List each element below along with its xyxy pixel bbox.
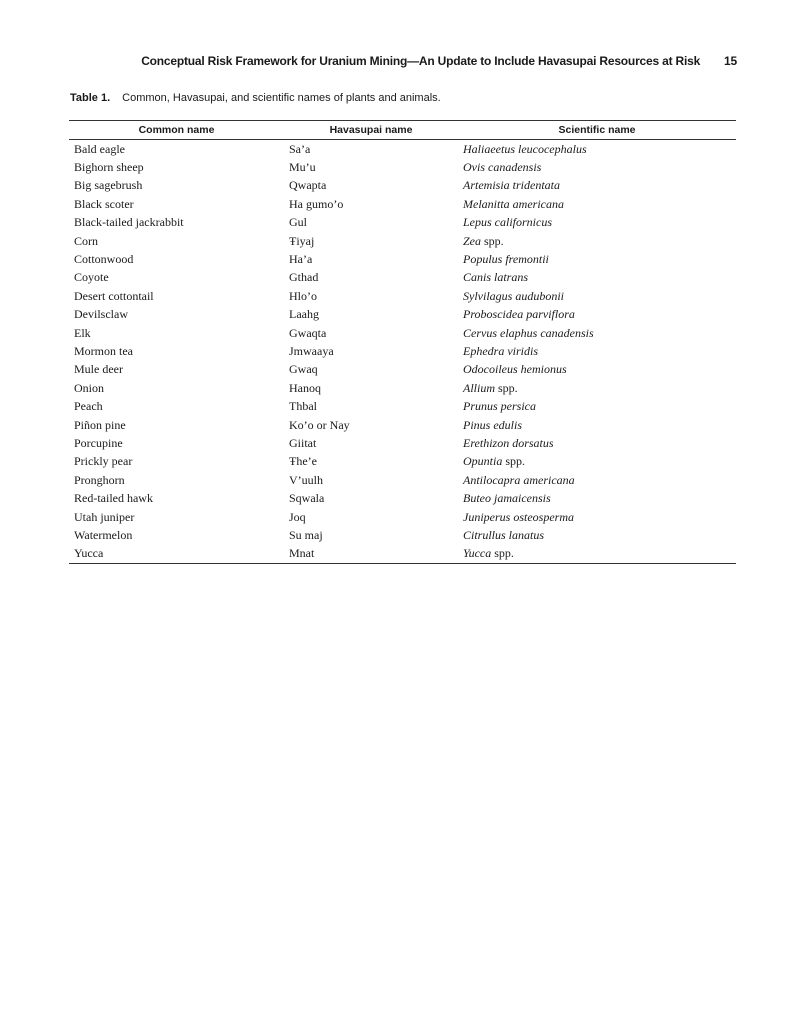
common-name-cell: Pronghorn xyxy=(74,472,125,487)
common-name-cell: Elk xyxy=(74,325,91,340)
scientific-name-italic: Cervus elaphus canadensis xyxy=(463,325,594,340)
table-row xyxy=(69,379,736,397)
scientific-name-italic: Pinus edulis xyxy=(463,417,522,432)
scientific-name-suffix: spp. xyxy=(502,454,526,469)
havasupai-name-cell: V’uulh xyxy=(289,472,323,487)
common-name-cell: Utah juniper xyxy=(74,509,135,524)
havasupai-name-cell: Su maj xyxy=(289,527,323,542)
table-row xyxy=(69,342,736,360)
havasupai-name-cell: Gwaq xyxy=(289,362,318,377)
scientific-name-italic: Prunus persica xyxy=(463,399,536,414)
havasupai-name-cell: Hanoq xyxy=(289,380,321,395)
havasupai-name-cell: Ha gumo’o xyxy=(289,196,344,211)
table-row xyxy=(69,453,736,471)
havasupai-name-cell: Gthad xyxy=(289,270,319,285)
havasupai-name-cell: Gul xyxy=(289,215,307,230)
scientific-name-italic: Juniperus osteosperma xyxy=(463,509,574,524)
running-head xyxy=(141,54,737,68)
column-header-common-name: Common name xyxy=(69,121,284,140)
scientific-name-italic: Ephedra viridis xyxy=(463,343,538,358)
table-caption xyxy=(70,92,441,104)
column-header-havasupai-name: Havasupai name xyxy=(284,121,458,140)
common-name-cell: Mormon tea xyxy=(74,343,133,358)
havasupai-name-cell: Joq xyxy=(289,509,306,524)
havasupai-name-cell: Thbal xyxy=(289,399,317,414)
table-row xyxy=(69,269,736,287)
scientific-name-cell xyxy=(458,232,736,250)
table-label: Table 1. xyxy=(70,92,111,104)
column-header-scientific-name: Scientific name xyxy=(458,121,736,140)
havasupai-name-cell: Laahg xyxy=(289,307,319,322)
scientific-name-cell xyxy=(458,545,736,564)
common-name-cell: Devilsclaw xyxy=(74,307,128,322)
scientific-name-italic: Populus fremontii xyxy=(463,252,549,267)
common-name-cell: Piñon pine xyxy=(74,417,126,432)
scientific-name-italic: Zea xyxy=(463,233,481,248)
scientific-name-cell xyxy=(458,434,736,452)
common-name-cell: Mule deer xyxy=(74,362,123,377)
scientific-name-cell xyxy=(458,140,736,159)
havasupai-name-cell: Sqwala xyxy=(289,491,325,506)
scientific-name-cell xyxy=(458,416,736,434)
scientific-name-italic: Antilocapra americana xyxy=(463,472,575,487)
scientific-name-cell xyxy=(458,489,736,507)
table-row xyxy=(69,489,736,507)
table-row xyxy=(69,416,736,434)
havasupai-name-cell: Giitat xyxy=(289,435,317,450)
running-title: Conceptual Risk Framework for Uranium Mining—An Update to Include Havasupai Resources at Risk xyxy=(141,54,701,68)
common-name-cell: Bald eagle xyxy=(74,141,125,156)
table-row xyxy=(69,324,736,342)
common-name-cell: Prickly pear xyxy=(74,454,133,469)
common-name-cell: Black scoter xyxy=(74,196,134,211)
scientific-name-italic: Sylvilagus audubonii xyxy=(463,288,564,303)
scientific-name-cell xyxy=(458,306,736,324)
scientific-name-suffix: spp. xyxy=(491,546,514,561)
scientific-name-cell xyxy=(458,453,736,471)
scientific-name-cell xyxy=(458,342,736,360)
scientific-name-cell xyxy=(458,379,736,397)
scientific-name-italic: Erethizon dorsatus xyxy=(463,435,554,450)
table-row xyxy=(69,214,736,232)
table-row xyxy=(69,471,736,489)
havasupai-name-cell: Mnat xyxy=(284,545,458,564)
scientific-name-cell xyxy=(458,287,736,305)
common-name-cell: Corn xyxy=(74,233,98,248)
scientific-name-cell xyxy=(458,158,736,176)
scientific-name-italic: Artemisia tridentata xyxy=(463,178,560,193)
scientific-name-italic: Allium xyxy=(463,380,495,395)
scientific-name-italic: Opuntia xyxy=(463,454,503,469)
scientific-name-italic: Yucca xyxy=(463,546,492,561)
table-caption-text: Common, Havasupai, and scientific names of plants and animals. xyxy=(122,92,441,104)
common-name-cell: Watermelon xyxy=(74,527,133,542)
scientific-name-italic: Canis latrans xyxy=(463,270,529,285)
scientific-name-cell xyxy=(458,177,736,195)
scientific-name-cell xyxy=(458,269,736,287)
scientific-name-italic: Citrullus lanatus xyxy=(463,527,545,542)
common-name-cell: Yucca xyxy=(69,545,284,564)
common-name-cell: Bighorn sheep xyxy=(74,160,144,175)
scientific-name-italic: Proboscidea parviflora xyxy=(463,307,575,322)
havasupai-name-cell: Mu’u xyxy=(289,160,316,175)
common-name-cell: Porcupine xyxy=(74,435,123,450)
scientific-name-cell xyxy=(458,195,736,213)
common-name-cell: Coyote xyxy=(74,270,109,285)
table-row xyxy=(69,177,736,195)
names-table xyxy=(69,120,736,564)
table-header-row xyxy=(69,121,736,140)
table-row xyxy=(69,434,736,452)
table-row xyxy=(69,195,736,213)
scientific-name-suffix: spp. xyxy=(495,380,518,395)
havasupai-name-cell: Ko’o or Nay xyxy=(289,417,350,432)
scientific-name-suffix: spp. xyxy=(481,233,504,248)
havasupai-name-cell: Ŧiyaj xyxy=(289,233,315,248)
table-row xyxy=(69,158,736,176)
havasupai-name-cell: Ŧhe’e xyxy=(289,454,317,469)
scientific-name-cell xyxy=(458,526,736,544)
table-row xyxy=(69,545,736,564)
table-row xyxy=(69,361,736,379)
common-name-cell: Big sagebrush xyxy=(74,178,143,193)
table-row xyxy=(69,287,736,305)
scientific-name-cell xyxy=(458,361,736,379)
table-row xyxy=(69,140,736,159)
table-row xyxy=(69,397,736,415)
scientific-name-italic: Ovis canadensis xyxy=(463,160,542,175)
havasupai-name-cell: Jmwaaya xyxy=(289,343,334,358)
common-name-cell: Cottonwood xyxy=(74,252,134,267)
scientific-name-italic: Melanitta americana xyxy=(463,196,564,211)
scientific-name-cell xyxy=(458,214,736,232)
scientific-name-italic: Haliaeetus leucocephalus xyxy=(463,141,587,156)
scientific-name-cell xyxy=(458,324,736,342)
scientific-name-cell xyxy=(458,508,736,526)
scientific-name-italic: Buteo jamaicensis xyxy=(463,491,551,506)
scientific-name-cell xyxy=(458,471,736,489)
table-body xyxy=(69,140,736,564)
common-name-cell: Onion xyxy=(74,380,104,395)
scientific-name-italic: Odocoileus hemionus xyxy=(463,362,567,377)
common-name-cell: Desert cottontail xyxy=(74,288,154,303)
common-name-cell: Black-tailed jackrabbit xyxy=(74,215,184,230)
common-name-cell: Peach xyxy=(74,399,103,414)
havasupai-name-cell: Qwapta xyxy=(289,178,327,193)
havasupai-name-cell: Ha’a xyxy=(289,252,313,267)
scientific-name-cell xyxy=(458,397,736,415)
page-number: 15 xyxy=(724,54,737,68)
table-row xyxy=(69,508,736,526)
scientific-name-cell xyxy=(458,250,736,268)
table-row xyxy=(69,306,736,324)
havasupai-name-cell: Hlo’o xyxy=(289,288,317,303)
scientific-name-italic: Lepus californicus xyxy=(463,215,552,230)
havasupai-name-cell: Gwaqta xyxy=(289,325,327,340)
table-row xyxy=(69,250,736,268)
table-row xyxy=(69,526,736,544)
havasupai-name-cell: Sa’a xyxy=(289,141,311,156)
table-row xyxy=(69,232,736,250)
common-name-cell: Red-tailed hawk xyxy=(74,491,153,506)
